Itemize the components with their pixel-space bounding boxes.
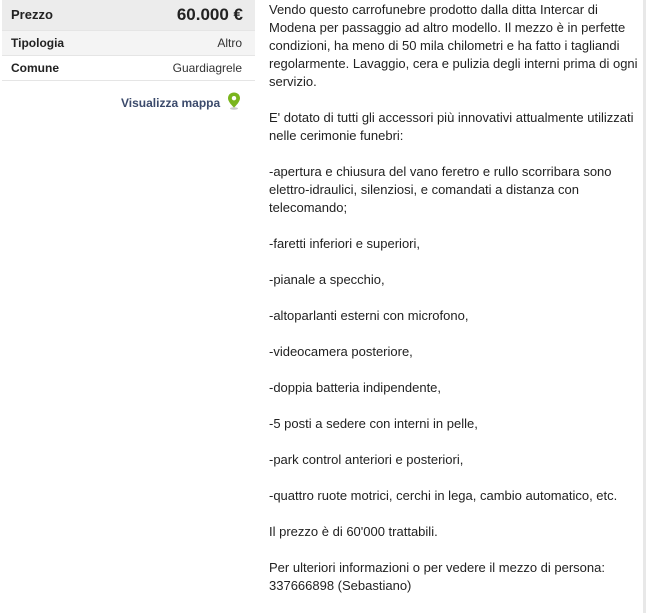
map-pin-icon[interactable] bbox=[227, 92, 241, 110]
detail-row-comune bbox=[2, 55, 255, 80]
description-paragraph: Per ulteriori informazioni o per vedere il mezzo di persona: 337666898 (Sebastiano) bbox=[269, 560, 605, 593]
price-value: 60.000 € bbox=[176, 4, 243, 24]
comune-label: Comune bbox=[11, 60, 59, 75]
listing-description bbox=[269, 1, 639, 595]
description-paragraph: -faretti inferiori e superiori, bbox=[269, 236, 420, 251]
view-map-link[interactable] bbox=[121, 94, 241, 112]
description-paragraph: -quattro ruote motrici, cerchi in lega, cambio automatico, etc. bbox=[269, 488, 618, 503]
description-paragraph: -apertura e chiusura del vano feretro e rullo scorribara sono elettro-idraulici, silenziosi, e comandati a distanza con telecomando; bbox=[269, 164, 612, 215]
description-paragraph: -5 posti a sedere con interni in pelle, bbox=[269, 416, 478, 431]
view-map-label[interactable]: Visualizza mappa bbox=[121, 96, 221, 110]
description-paragraph: -park control anteriori e posteriori, bbox=[269, 452, 464, 467]
description-paragraph: E' dotato di tutti gli accessori più innovativi attualmente utilizzati nelle cerimonie funebri: bbox=[269, 110, 634, 143]
description-paragraph: -pianale a specchio, bbox=[269, 272, 385, 287]
description-paragraph: -videocamera posteriore, bbox=[269, 344, 413, 359]
price-row bbox=[2, 0, 255, 30]
tipologia-label: Tipologia bbox=[11, 35, 65, 50]
description-paragraph: Il prezzo è di 60'000 trattabili. bbox=[269, 524, 438, 539]
description-paragraph: Vendo questo carrofunebre prodotto dalla ditta Intercar di Modena per passaggio ad altro modello. Il mezzo è in perfette condizioni, ha meno di 50 mila chilometri e ha fatto i tagliandi regolarmente. Lavaggio, cera e pulizia degli interni prima di ogni servizio. bbox=[269, 2, 638, 89]
detail-row-tipologia bbox=[2, 30, 255, 55]
tipologia-value: Altro bbox=[217, 35, 242, 50]
description-paragraph: -altoparlanti esterni con microfono, bbox=[269, 308, 469, 323]
price-label: Prezzo bbox=[11, 7, 53, 23]
description-paragraph: -doppia batteria indipendente, bbox=[269, 380, 442, 395]
details-table bbox=[2, 0, 255, 81]
comune-value: Guardiagrele bbox=[172, 60, 242, 75]
